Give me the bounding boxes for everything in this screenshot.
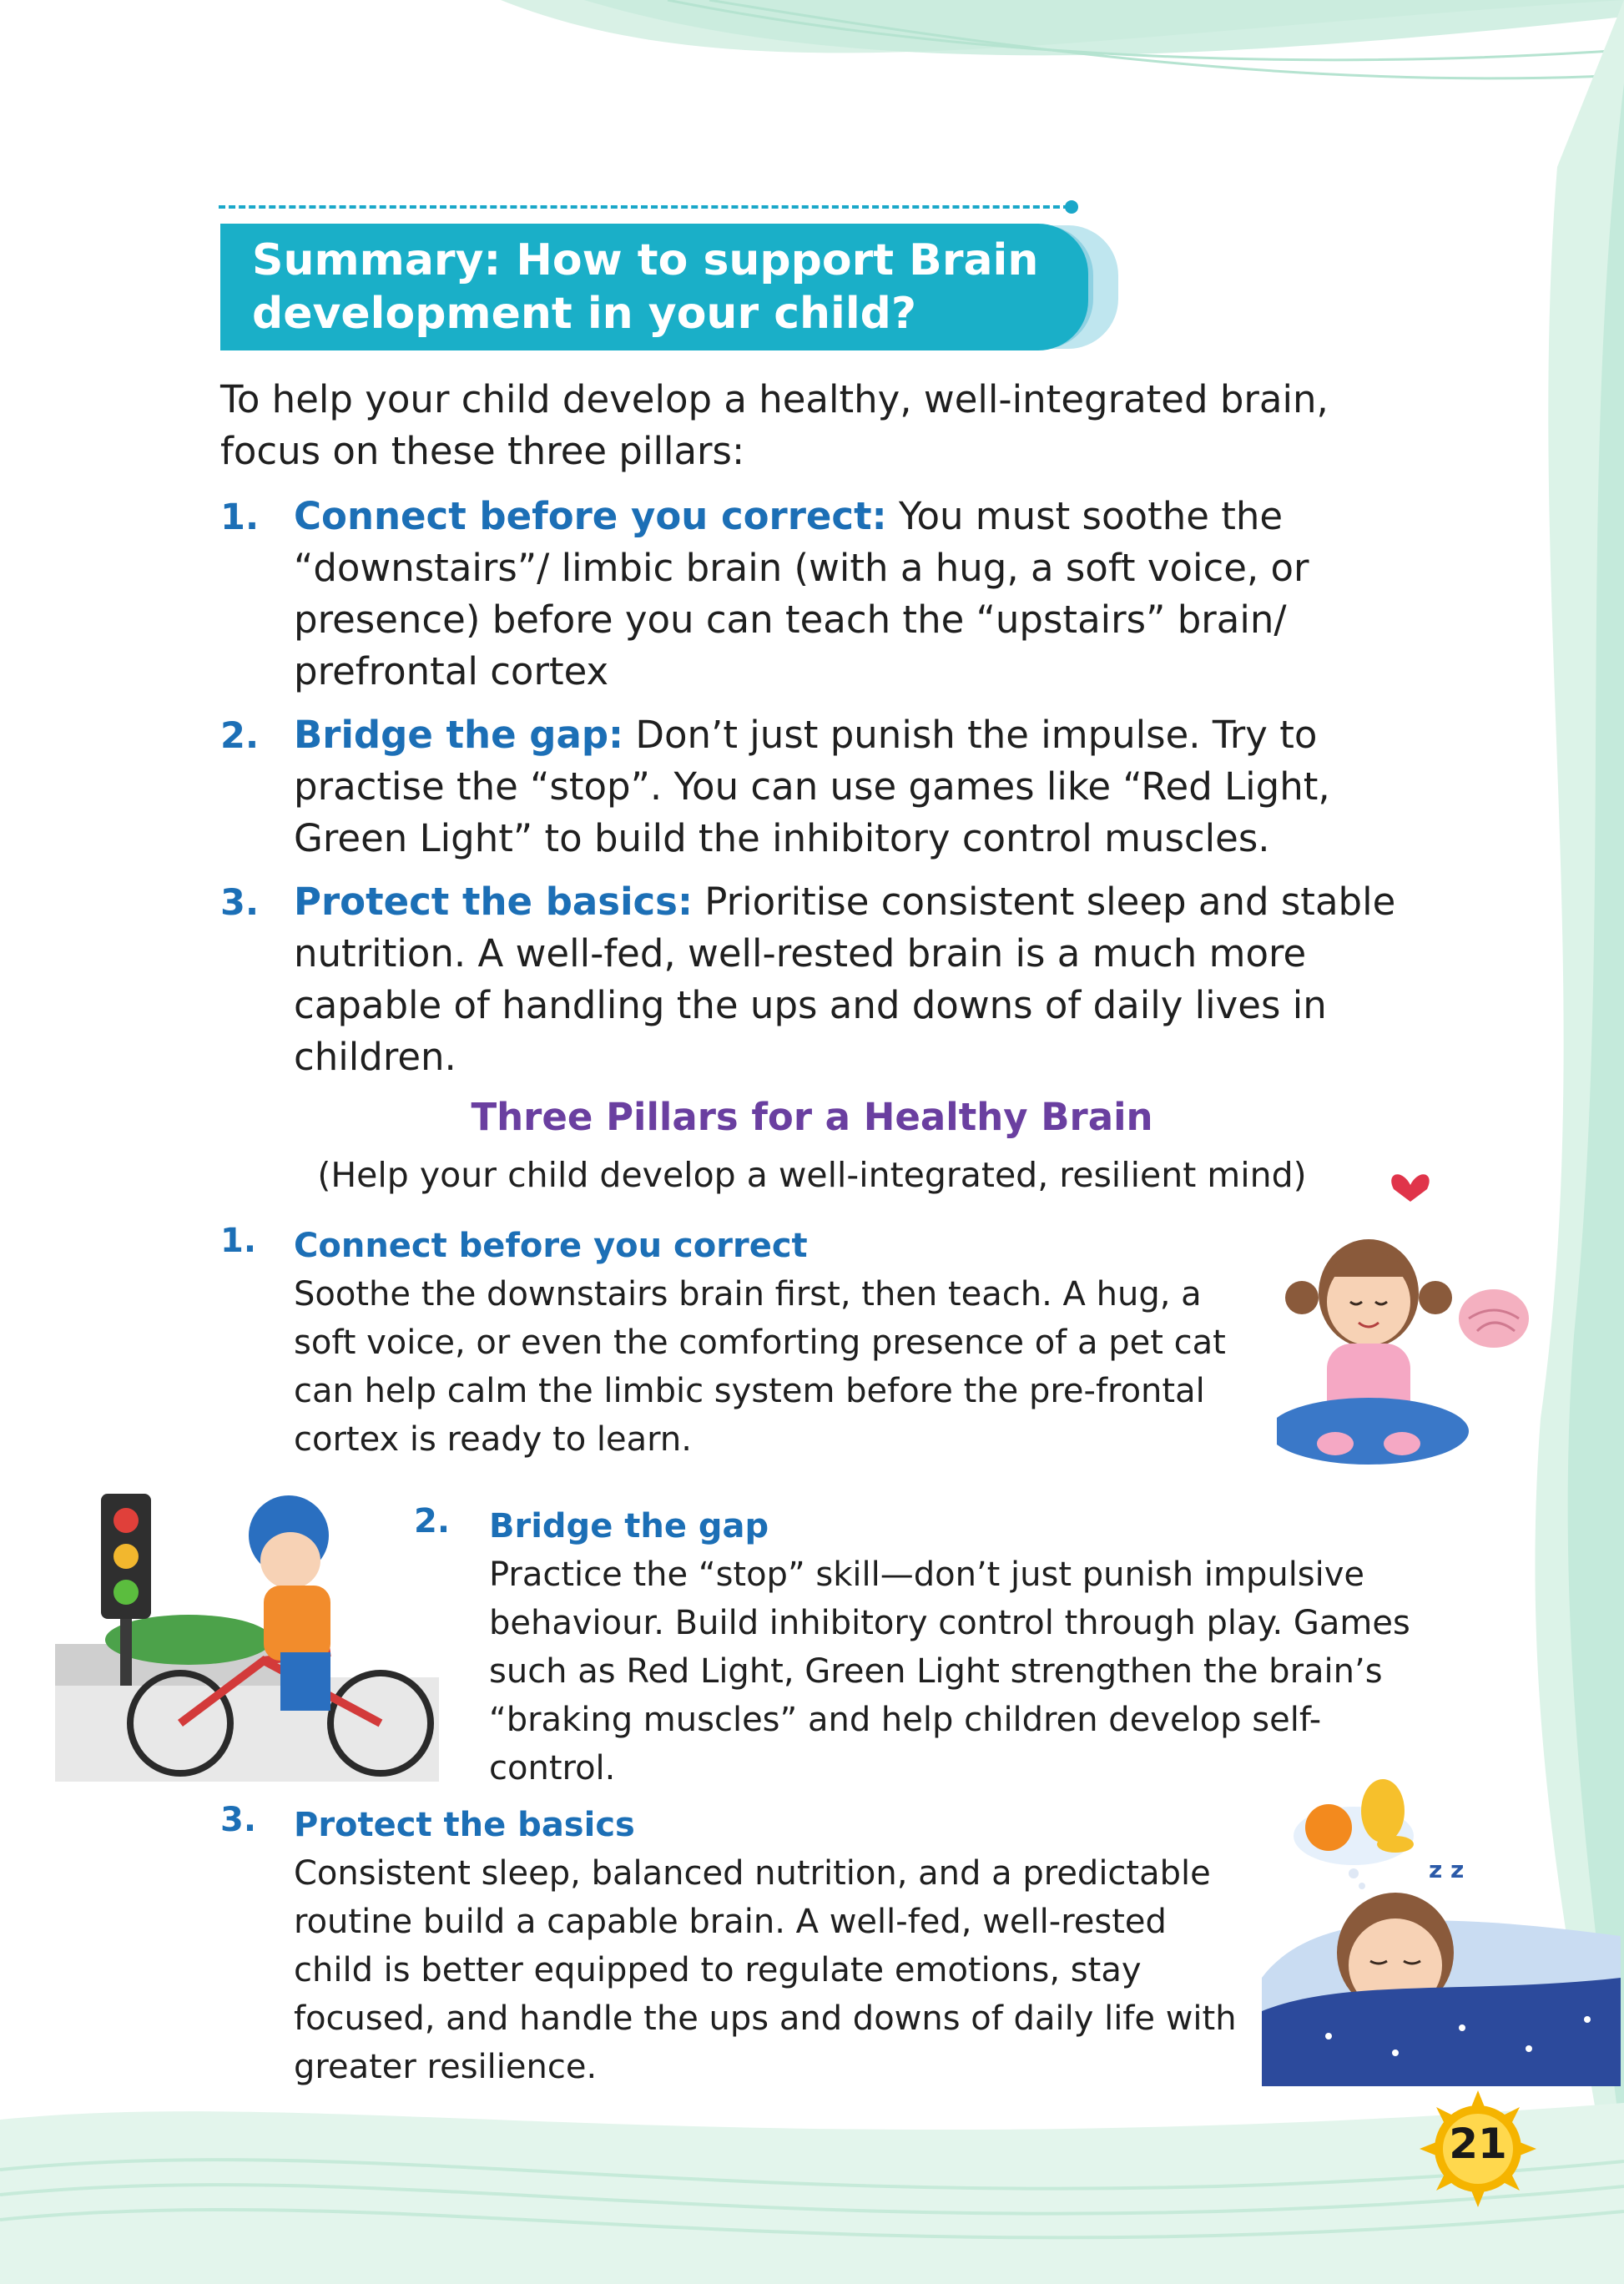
pillars-title: Three Pillars for a Healthy Brain — [471, 1095, 1153, 1139]
pillar-1-heading: Connect before you correct — [294, 1227, 808, 1265]
pillar-2-heading: Bridge the gap — [489, 1507, 769, 1545]
pillar-3-number: 3. — [220, 1801, 257, 1839]
svg-text:z z: z z — [1429, 1856, 1465, 1883]
pillar-2-text: Practice the “stop” skill—don’t just punish impulsive behaviour. Build inhibitory control through play. Games such as Red Light, Green Light strengthen the brain’s “braking muscles” and help children develop self-control. — [489, 1555, 1410, 1787]
summary-item-3 — [294, 876, 1412, 1083]
summary-item-2-lead: Bridge the gap: — [294, 713, 624, 757]
summary-item-2-text: Don’t just punish the impulse. Try to practise the “stop”. You can use games like “Red Light, Green Light” to build the inhibitory control muscles. — [294, 713, 1330, 860]
title-dotted-line — [219, 205, 1070, 209]
title-dot — [1065, 200, 1078, 214]
traffic-light-bicycle-illustration — [55, 1485, 439, 1782]
meditating-girl-illustration — [1277, 1152, 1544, 1469]
summary-item-3-lead: Protect the basics: — [294, 880, 693, 924]
summary-item-1-number: 1. — [220, 497, 260, 538]
summary-item-1-text: You must soothe the “downstairs”/ limbic brain (with a hug, a soft voice, or presence) before you can teach the “upstairs” brain/ prefrontal cortex — [294, 494, 1309, 693]
summary-item-3-number: 3. — [220, 882, 260, 924]
pillars-subtitle: (Help your child develop a well-integrated, resilient mind) — [317, 1155, 1307, 1195]
pillar-2-number: 2. — [414, 1502, 451, 1540]
pillar-1-number: 1. — [220, 1222, 257, 1260]
summary-item-2-number: 2. — [220, 715, 260, 757]
summary-item-3-text: Prioritise consistent sleep and stable nutrition. A well-fed, well-rested brain is a much more capable of handling the ups and downs of daily lives in children. — [294, 880, 1396, 1079]
summary-item-1-lead: Connect before you correct: — [294, 494, 887, 538]
bottom-wave-decoration — [0, 2070, 1624, 2284]
sleeping-girl-illustration — [1262, 1761, 1621, 2086]
summary-item-1 — [294, 491, 1412, 698]
pillar-3-heading: Protect the basics — [294, 1806, 635, 1844]
summary-item-2 — [294, 709, 1412, 865]
page-title: Summary: How to support Brain development in your child? — [252, 235, 1039, 339]
intro-paragraph: To help your child develop a healthy, well-integrated brain, focus on these three pillars: — [220, 377, 1329, 473]
top-wave-decoration — [0, 0, 1624, 175]
pillar-1-text: Soothe the downstairs brain first, then teach. A hug, a soft voice, or even the comforting presence of a pet cat can help calm the limbic system before the pre-frontal cortex is ready to learn. — [294, 1275, 1226, 1459]
pillar-3-text: Consistent sleep, balanced nutrition, and a predictable routine build a capable brain. A well-fed, well-rested child is better equipped to regulate emotions, stay focused, and handle the ups and downs of daily life with greater resilience. — [294, 1854, 1237, 2086]
page-number: 21 — [1449, 2120, 1507, 2168]
heart-icon — [1391, 1174, 1429, 1202]
